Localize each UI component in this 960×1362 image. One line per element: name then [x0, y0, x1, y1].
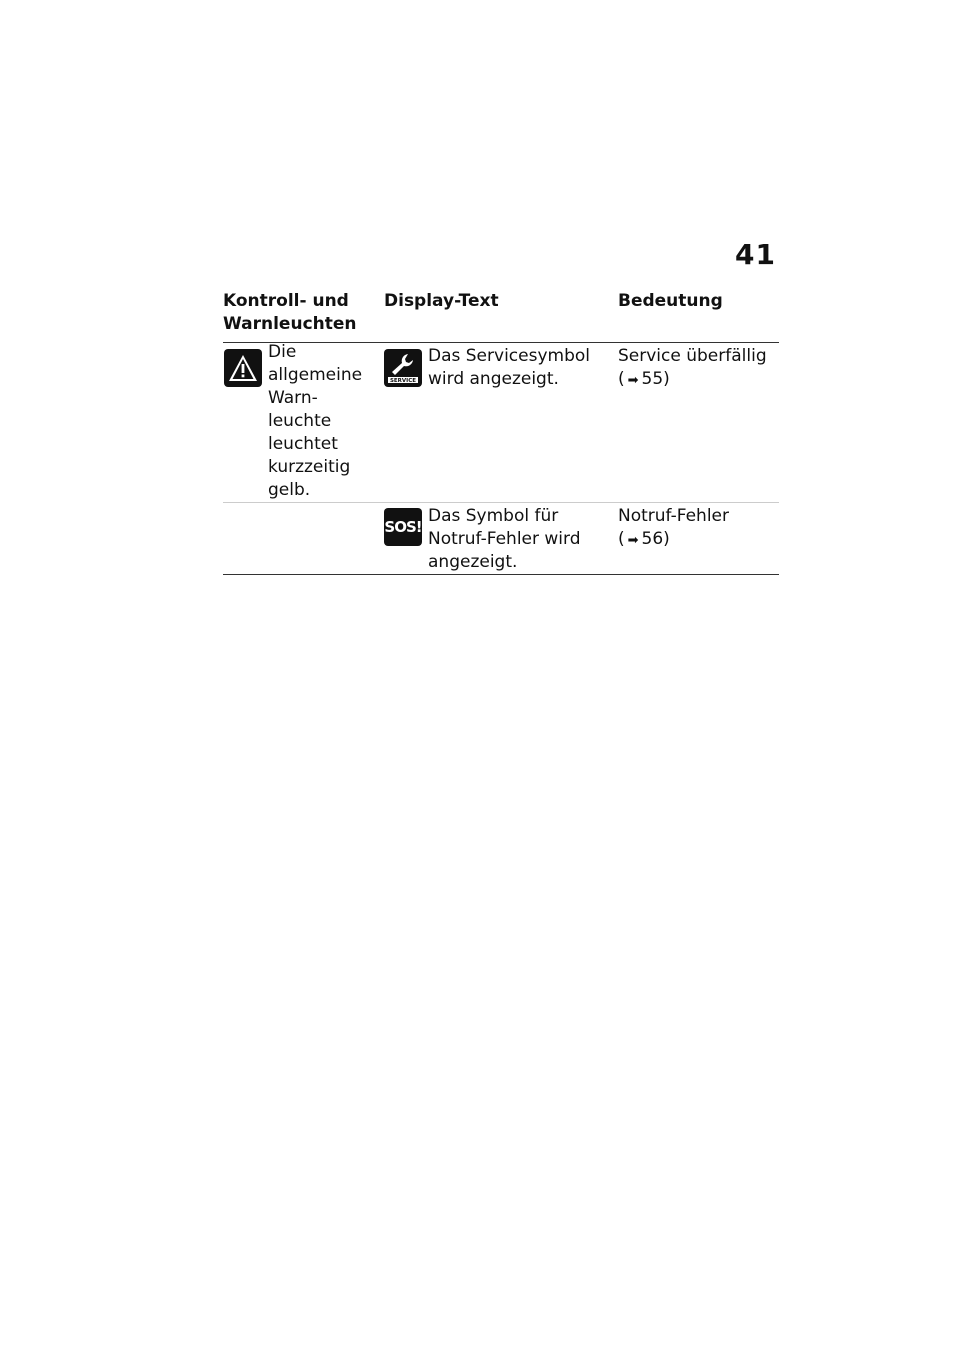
warning-triangle-icon	[224, 349, 262, 387]
page-number: 41	[735, 238, 776, 271]
meaning-cell	[618, 503, 779, 574]
header-lights: Kontroll- und Warnleuchten	[223, 291, 357, 334]
header-display-text: Display-Text	[384, 291, 499, 311]
display-cell	[384, 343, 618, 502]
display-description: Das Servicesymbol wird angezeigt.	[428, 346, 590, 389]
meaning-description: Notruf-Fehler ( ➡ 56)	[618, 503, 729, 574]
svg-text:SERVICE: SERVICE	[389, 378, 417, 384]
lamp-description: Die allgemeine Warn- leuchte leuchtet kurzzeitig gelb.	[268, 342, 363, 500]
display-description: Das Symbol für Notruf-Fehler wird angezeigt.	[428, 506, 581, 572]
meaning-cell	[618, 343, 779, 502]
lamp-cell-empty	[223, 503, 384, 574]
lamp-cell	[223, 343, 384, 502]
page-reference-link[interactable]: ( ➡ 56)	[618, 529, 670, 549]
warning-lights-table	[223, 290, 779, 575]
meaning-description: Service überfällig ( ➡ 55)	[618, 343, 767, 502]
header-meaning: Bedeutung	[618, 291, 723, 311]
table-row	[223, 503, 779, 575]
table-header	[223, 290, 779, 343]
arrow-right-icon: ➡	[627, 373, 639, 388]
table-row	[223, 343, 779, 503]
page-reference-link[interactable]: ( ➡ 55)	[618, 369, 670, 389]
sos-icon: SOS!	[384, 508, 422, 546]
service-wrench-icon	[384, 349, 422, 387]
display-cell	[384, 503, 618, 574]
arrow-right-icon: ➡	[627, 533, 639, 548]
